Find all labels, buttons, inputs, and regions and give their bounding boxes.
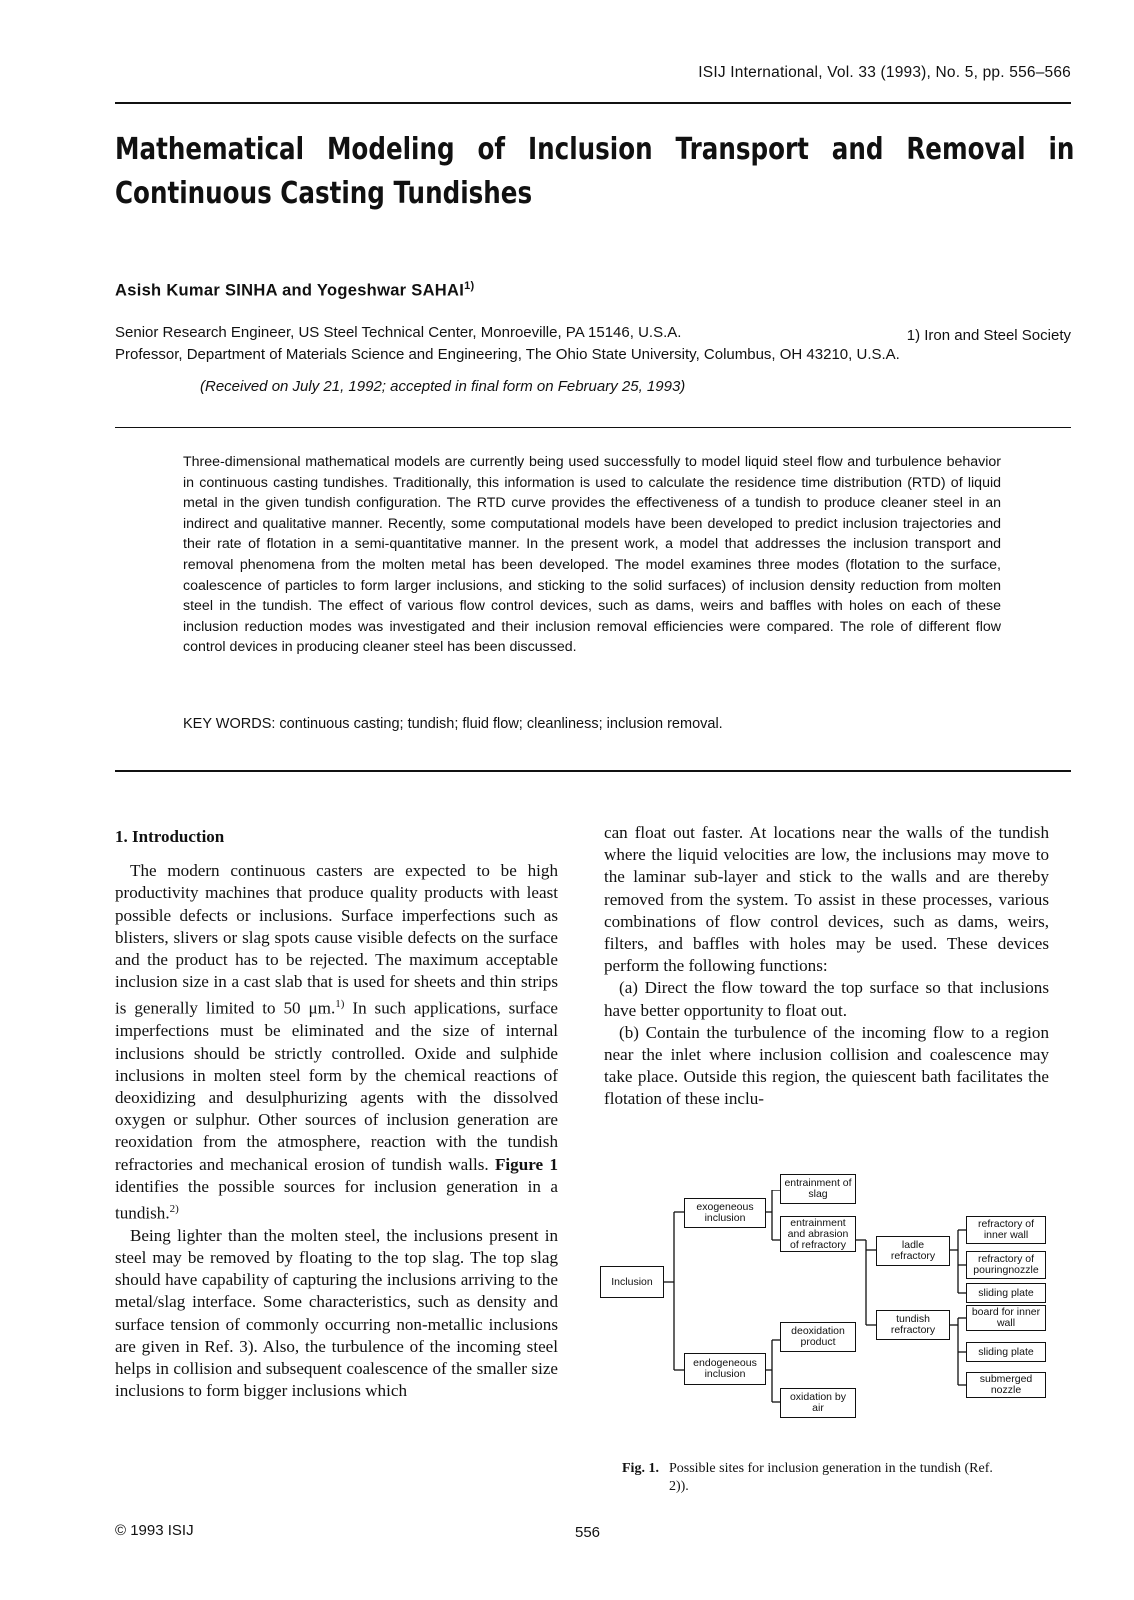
abstract-rule-top — [115, 427, 1071, 428]
node-sliding-plate-ladle: sliding plate — [966, 1283, 1046, 1303]
abstract-rule-bottom — [115, 770, 1071, 772]
figure-caption — [622, 1460, 1042, 1496]
keywords: KEY WORDS: continuous casting; tundish; fluid flow; cleanliness; inclusion removal. — [183, 716, 723, 732]
affiliation-1: Senior Research Engineer, US Steel Technical Center, Monroeville, PA 15146, U.S.A. — [115, 324, 682, 341]
paragraph — [115, 860, 558, 1225]
affiliation-footnote: 1) Iron and Steel Society — [906, 327, 1071, 344]
node-sliding-plate-tundish: sliding plate — [966, 1342, 1046, 1362]
node-tundish-refractory: tundish refractory — [876, 1310, 950, 1340]
author-names: Asish Kumar SINHA and Yogeshwar SAHAI — [115, 281, 465, 300]
header-rule — [115, 102, 1071, 104]
paragraph-text: The modern continuous casters are expected to be high productivity machines that produce quality products with least possible defects or inclusions. Surface imperfections such as blisters, slivers or slag spots cause visible defects on the surface and the product has to be rejected. The maximum acceptable inclusion size in a cast slab that is used for sheets and thin strips is generally limited to 50 μm. — [115, 861, 558, 1019]
paragraph-text: In such applications, surface imperfections must be eliminated and the size of internal inclusions should be strictly controlled. Oxide and sulphide inclusions in molten steel form by the chemical reactions of deoxidizing and desulphurizing agents with the dissolved oxygen or sulphur. Other sources of inclusion generation are reoxidation from the atmosphere, reaction with the tundish refractories and mechanical erosion of tundish walls. — [115, 999, 558, 1174]
body-column-right — [604, 822, 1049, 1111]
journal-reference: ISIJ International, Vol. 33 (1993), No. 5, pp. 556–566 — [698, 64, 1071, 81]
node-refractory-of-pouring-nozzle: refractory of pouringnozzle — [966, 1251, 1046, 1279]
paper-title — [115, 128, 1074, 216]
received-dates: (Received on July 21, 1992; accepted in final form on February 25, 1993) — [200, 378, 686, 395]
node-refractory-of-inner-wall: refractory of inner wall — [966, 1216, 1046, 1244]
affiliation-2: Professor, Department of Materials Science and Engineering, The Ohio State University, Columbus, OH 43210, U.S.A. — [115, 346, 900, 363]
author-footnote-mark: 1) — [464, 280, 475, 292]
node-entrainment-of-slag: entrainment of slag — [780, 1174, 856, 1204]
citation-mark: 1) — [335, 998, 345, 1011]
caption-text: Possible sites for inclusion generation in the tundish (Ref. 2)). — [668, 1461, 993, 1494]
node-board-for-inner-wall: board for inner wall — [966, 1305, 1046, 1331]
paragraph: Being lighter than the molten steel, the inclusions present in steel may be removed by floating to the top slag. The top slag should have capability of capturing the inclusions arriving to the metal/slag interface. Some characteristics, such as density and surface tension of commonly occurring non-metallic inclusions are given in Ref. 3). Also, the turbulence of the incoming steel helps in collision and subsequent coalescence of the smaller size inclusions to form bigger inclusions which — [115, 1225, 558, 1401]
paragraph-text: identifies the possible sources for inclusion generation in a tundish. — [115, 1176, 558, 1223]
node-inclusion: Inclusion — [600, 1266, 664, 1298]
caption-label: Fig. 1. — [622, 1461, 659, 1476]
figure-1-diagram — [600, 1177, 1060, 1440]
node-exogeneous-inclusion: exogeneous inclusion — [684, 1198, 766, 1228]
authors — [115, 280, 475, 301]
citation-mark: 2) — [169, 1202, 179, 1215]
title-line-1: Mathematical Modeling of Inclusion Transport and Removal in — [115, 132, 1075, 167]
abstract: Three-dimensional mathematical models are currently being used successfully to model liquid steel flow and turbulence behavior in continuous casting tundishes. Traditionally, this information is used to calculate the residence time distribution (RTD) of liquid metal in the given tundish configuration. The RTD curve provides the effectiveness of a tundish to produce cleaner steel in an indirect and qualitative manner. Recently, some computational models have been developed to predict inclusion trajectories and their rate of flotation in a semi-quantitative manner. In the present work, a model that addresses the inclusion transport and removal phenomena from the molten metal has been developed. The model examines three modes (flotation to the surface, coalescence of particles to form larger inclusions, and sticking to the solid surfaces) of inclusion density reduction from molten steel in the tundish. The effect of various flow control devices, such as dams, weirs and baffles with holes on each of these inclusion reduction modes was investigated and their inclusion removal efficiencies were compared. The role of different flow control devices in producing cleaner steel has been discussed. — [183, 454, 1001, 656]
node-endogeneous-inclusion: endogeneous inclusion — [684, 1353, 766, 1385]
node-ladle-refractory: ladle refractory — [876, 1236, 950, 1266]
node-submerged-nozzle: submerged nozzle — [966, 1372, 1046, 1398]
paragraph: (b) Contain the turbulence of the incoming flow to a region near the inlet where inclusion collision and coalescence may take place. Outside this region, the quiescent bath facilitates the flotation of these inclu- — [604, 1022, 1049, 1109]
section-heading: 1. Introduction — [115, 827, 225, 846]
title-line-2: Continuous Casting Tundishes — [115, 176, 533, 211]
node-oxidation-by-air: oxidation by air — [780, 1388, 856, 1418]
body-column-left — [115, 826, 558, 1402]
paragraph: can float out faster. At locations near the walls of the tundish where the liquid velocities are low, the inclusions may move to the laminar sub-layer and stick to the walls and are thereby removed from the system. To assist in these processes, various combinations of flow control devices, such as dams, weirs, filters, and baffles with holes may be used. These devices perform the following functions: — [604, 823, 1049, 976]
page-number: 556 — [575, 1524, 601, 1541]
node-deoxidation-product: deoxidation product — [780, 1322, 856, 1352]
node-entrainment-of-refractory: entrainment and abrasion of refractory — [780, 1216, 856, 1252]
paragraph: (a) Direct the flow toward the top surface so that inclusions have better opportunity to float out. — [604, 978, 1049, 1020]
copyright: © 1993 ISIJ — [115, 1522, 194, 1539]
figure-reference: Figure 1 — [494, 1154, 558, 1174]
